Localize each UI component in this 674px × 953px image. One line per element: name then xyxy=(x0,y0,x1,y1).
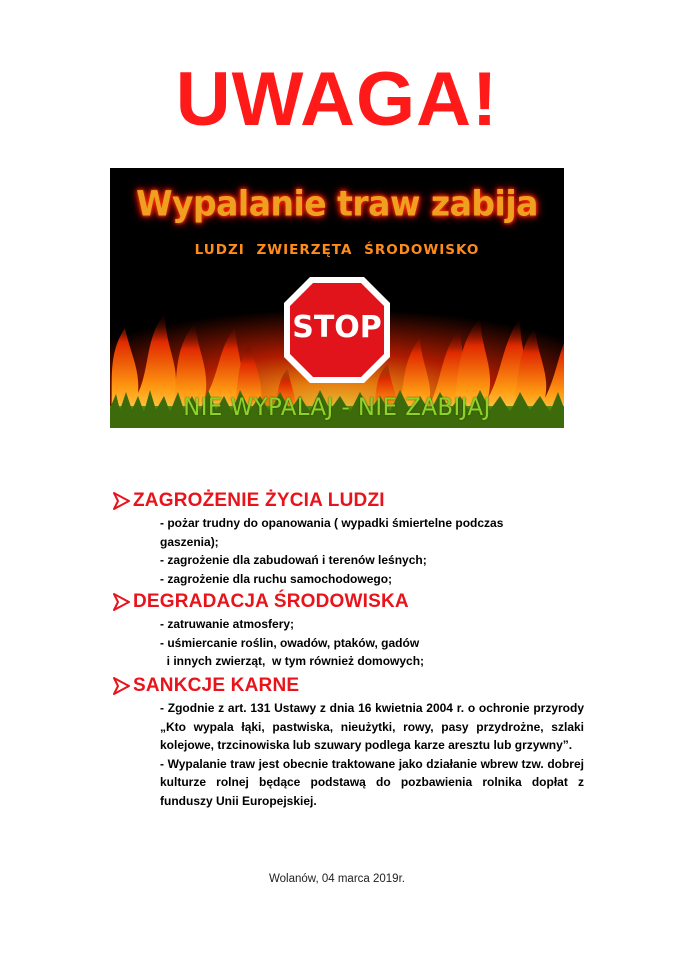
banner-subtitle: LUDZI ZWIERZĘTA ŚRODOWISKO xyxy=(194,242,480,258)
section-penalties xyxy=(112,673,592,810)
section-environment xyxy=(112,589,592,671)
section-title: ZAGROŻENIE ŻYCIA LUDZI xyxy=(133,490,385,511)
section-heading xyxy=(112,673,592,699)
list-item: - uśmiercanie roślin, owadów, ptaków, gadów xyxy=(160,635,420,650)
section-title: SANKCJE KARNE xyxy=(133,675,300,696)
place-date: Wolanów, 04 marca 2019r. xyxy=(269,873,405,885)
list-item: gaszenia); xyxy=(160,534,219,549)
list-item: - zagrożenie dla zabudowań i terenów leśnych; xyxy=(160,553,427,567)
list-item: i innych zwierząt, w tym również domowych; xyxy=(160,654,425,668)
penalty-paragraph: - Zgodnie z art. 131 Ustawy z dnia 16 kwietnia 2004 r. o ochronie przyrody „Kto wypala łąki, pastwiska, nieużytki, rowy, pasy przydrożne, szlaki kolejowe, trzcinowiska lub szuwary podlega karze aresztu lub grzywny”. xyxy=(160,701,584,752)
section-heading xyxy=(112,589,592,615)
item-list xyxy=(112,514,592,588)
list-item: - zagrożenie dla ruchu samochodowego; xyxy=(160,571,393,586)
section-heading xyxy=(112,488,592,514)
banner-headline: Wypalanie traw zabija xyxy=(136,183,538,224)
arrow-bullet-icon xyxy=(112,593,130,611)
section-title: DEGRADACJA ŚRODOWISKA xyxy=(133,591,409,612)
section-threat-to-life xyxy=(112,488,592,588)
item-list xyxy=(112,615,592,671)
list-item: - pożar trudny do opanowania ( wypadki śmiertelne podczas xyxy=(160,516,504,530)
arrow-bullet-icon xyxy=(112,492,130,510)
banner-slogan: NIE WYPALAJ - NIE ZABIJAJ xyxy=(183,393,491,421)
list-item: - zatruwanie atmosfery; xyxy=(160,617,295,631)
page-title: UWAGA! xyxy=(175,57,499,142)
penalty-paragraph: - Wypalanie traw jest obecnie traktowane jako działanie wbrew tzw. dobrej kulturze rolnej będące podstawą do pozbawienia rolnika dopłat z funduszy Unii Europejskiej. xyxy=(160,756,584,808)
stop-sign-text: STOP xyxy=(292,310,382,345)
fire-banner-image xyxy=(110,168,564,428)
arrow-bullet-icon xyxy=(112,677,130,695)
